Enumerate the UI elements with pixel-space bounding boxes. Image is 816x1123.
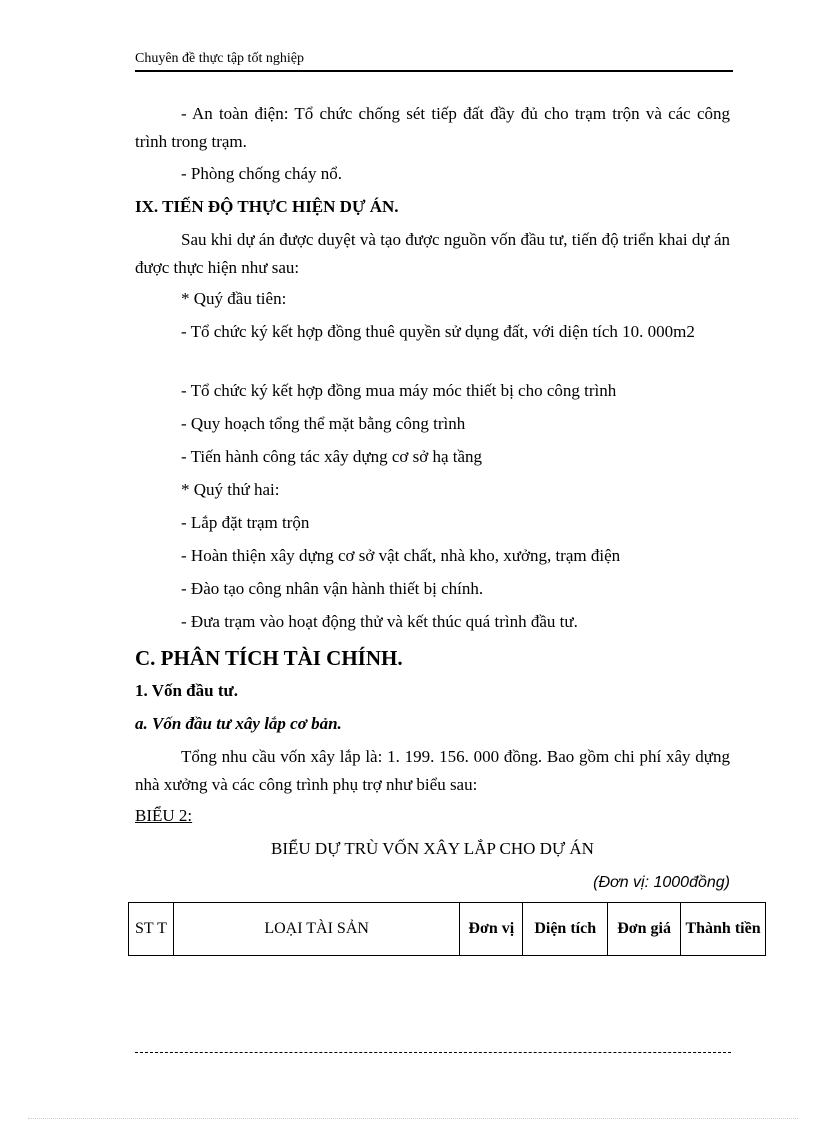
header-unit-price: Đơn giá (608, 903, 681, 956)
paragraph-install-mixer: - Lắp đặt trạm trộn (181, 513, 310, 532)
paragraph-trial-operation: - Đưa trạm vào hoạt động thử và kết thúc quá trình đầu tư. (181, 612, 578, 631)
paragraph-quarter-one: * Quý đầu tiên: (181, 289, 287, 308)
table-title: BIỂU DỰ TRÙ VỐN XÂY LẮP CHO DỰ ÁN (271, 839, 594, 858)
paragraph-quarter-two: * Quý thứ hai: (181, 480, 280, 499)
paragraph-total-capital: Tổng nhu cầu vốn xây lắp là: 1. 199. 156. 000 đồng. Bao gồm chi phí xây dựng nhà xưởng và các công trình phụ trợ như biểu sau: (135, 747, 730, 794)
heading-a-construction-capital: a. Vốn đầu tư xây lắp cơ bản. (135, 714, 342, 733)
header-stt: ST T (129, 903, 174, 956)
header-unit: Đơn vị (460, 903, 523, 956)
capital-estimate-table (128, 902, 766, 956)
heading-c-financial-analysis: C. PHÂN TÍCH TÀI CHÍNH. (135, 646, 403, 670)
heading-1-investment: 1. Vốn đầu tư. (135, 681, 238, 700)
heading-ix: IX. TIẾN ĐỘ THỰC HIỆN DỰ ÁN. (135, 197, 399, 216)
bieu-label: BIỂU 2: (135, 806, 193, 825)
paragraph-site-planning: - Quy hoạch tổng thể mặt bằng công trình (181, 414, 466, 433)
footer-divider (135, 1052, 731, 1053)
paragraph-infrastructure: - Tiến hành công tác xây dựng cơ sở hạ tầng (181, 447, 483, 466)
paragraph-complete-facilities: - Hoàn thiện xây dựng cơ sở vật chất, nhà kho, xưởng, trạm điện (181, 546, 621, 565)
paragraph-electrical-safety: - An toàn điện: Tổ chức chống sét tiếp đất đầy đủ cho trạm trộn và các công trình trong trạm. (135, 104, 730, 151)
header-total: Thành tiền (681, 903, 766, 956)
paragraph-progress-intro: Sau khi dự án được duyệt và tạo được nguồn vốn đầu tư, tiến độ triển khai dự án được thực hiện như sau: (135, 230, 730, 277)
header-title: Chuyên đề thực tập tốt nghiệp (135, 51, 304, 66)
paragraph-training: - Đào tạo công nhân vận hành thiết bị chính. (181, 579, 484, 598)
header-area: Diện tích (523, 903, 608, 956)
header-asset-type: LOẠI TÀI SẢN (173, 903, 459, 956)
page-header (135, 50, 733, 72)
paragraph-land-contract: - Tổ chức ký kết hợp đồng thuê quyền sử dụng đất, với diện tích 10. 000m2 (181, 322, 695, 341)
unit-note: (Đơn vị: 1000đồng) (593, 874, 730, 891)
table-header-row (129, 903, 766, 956)
paragraph-equipment-contract: - Tổ chức ký kết hợp đồng mua máy móc thiết bị cho công trình (181, 381, 617, 400)
page-bottom-border (28, 1118, 798, 1119)
paragraph-fire-safety: - Phòng chống cháy nổ. (181, 164, 343, 183)
